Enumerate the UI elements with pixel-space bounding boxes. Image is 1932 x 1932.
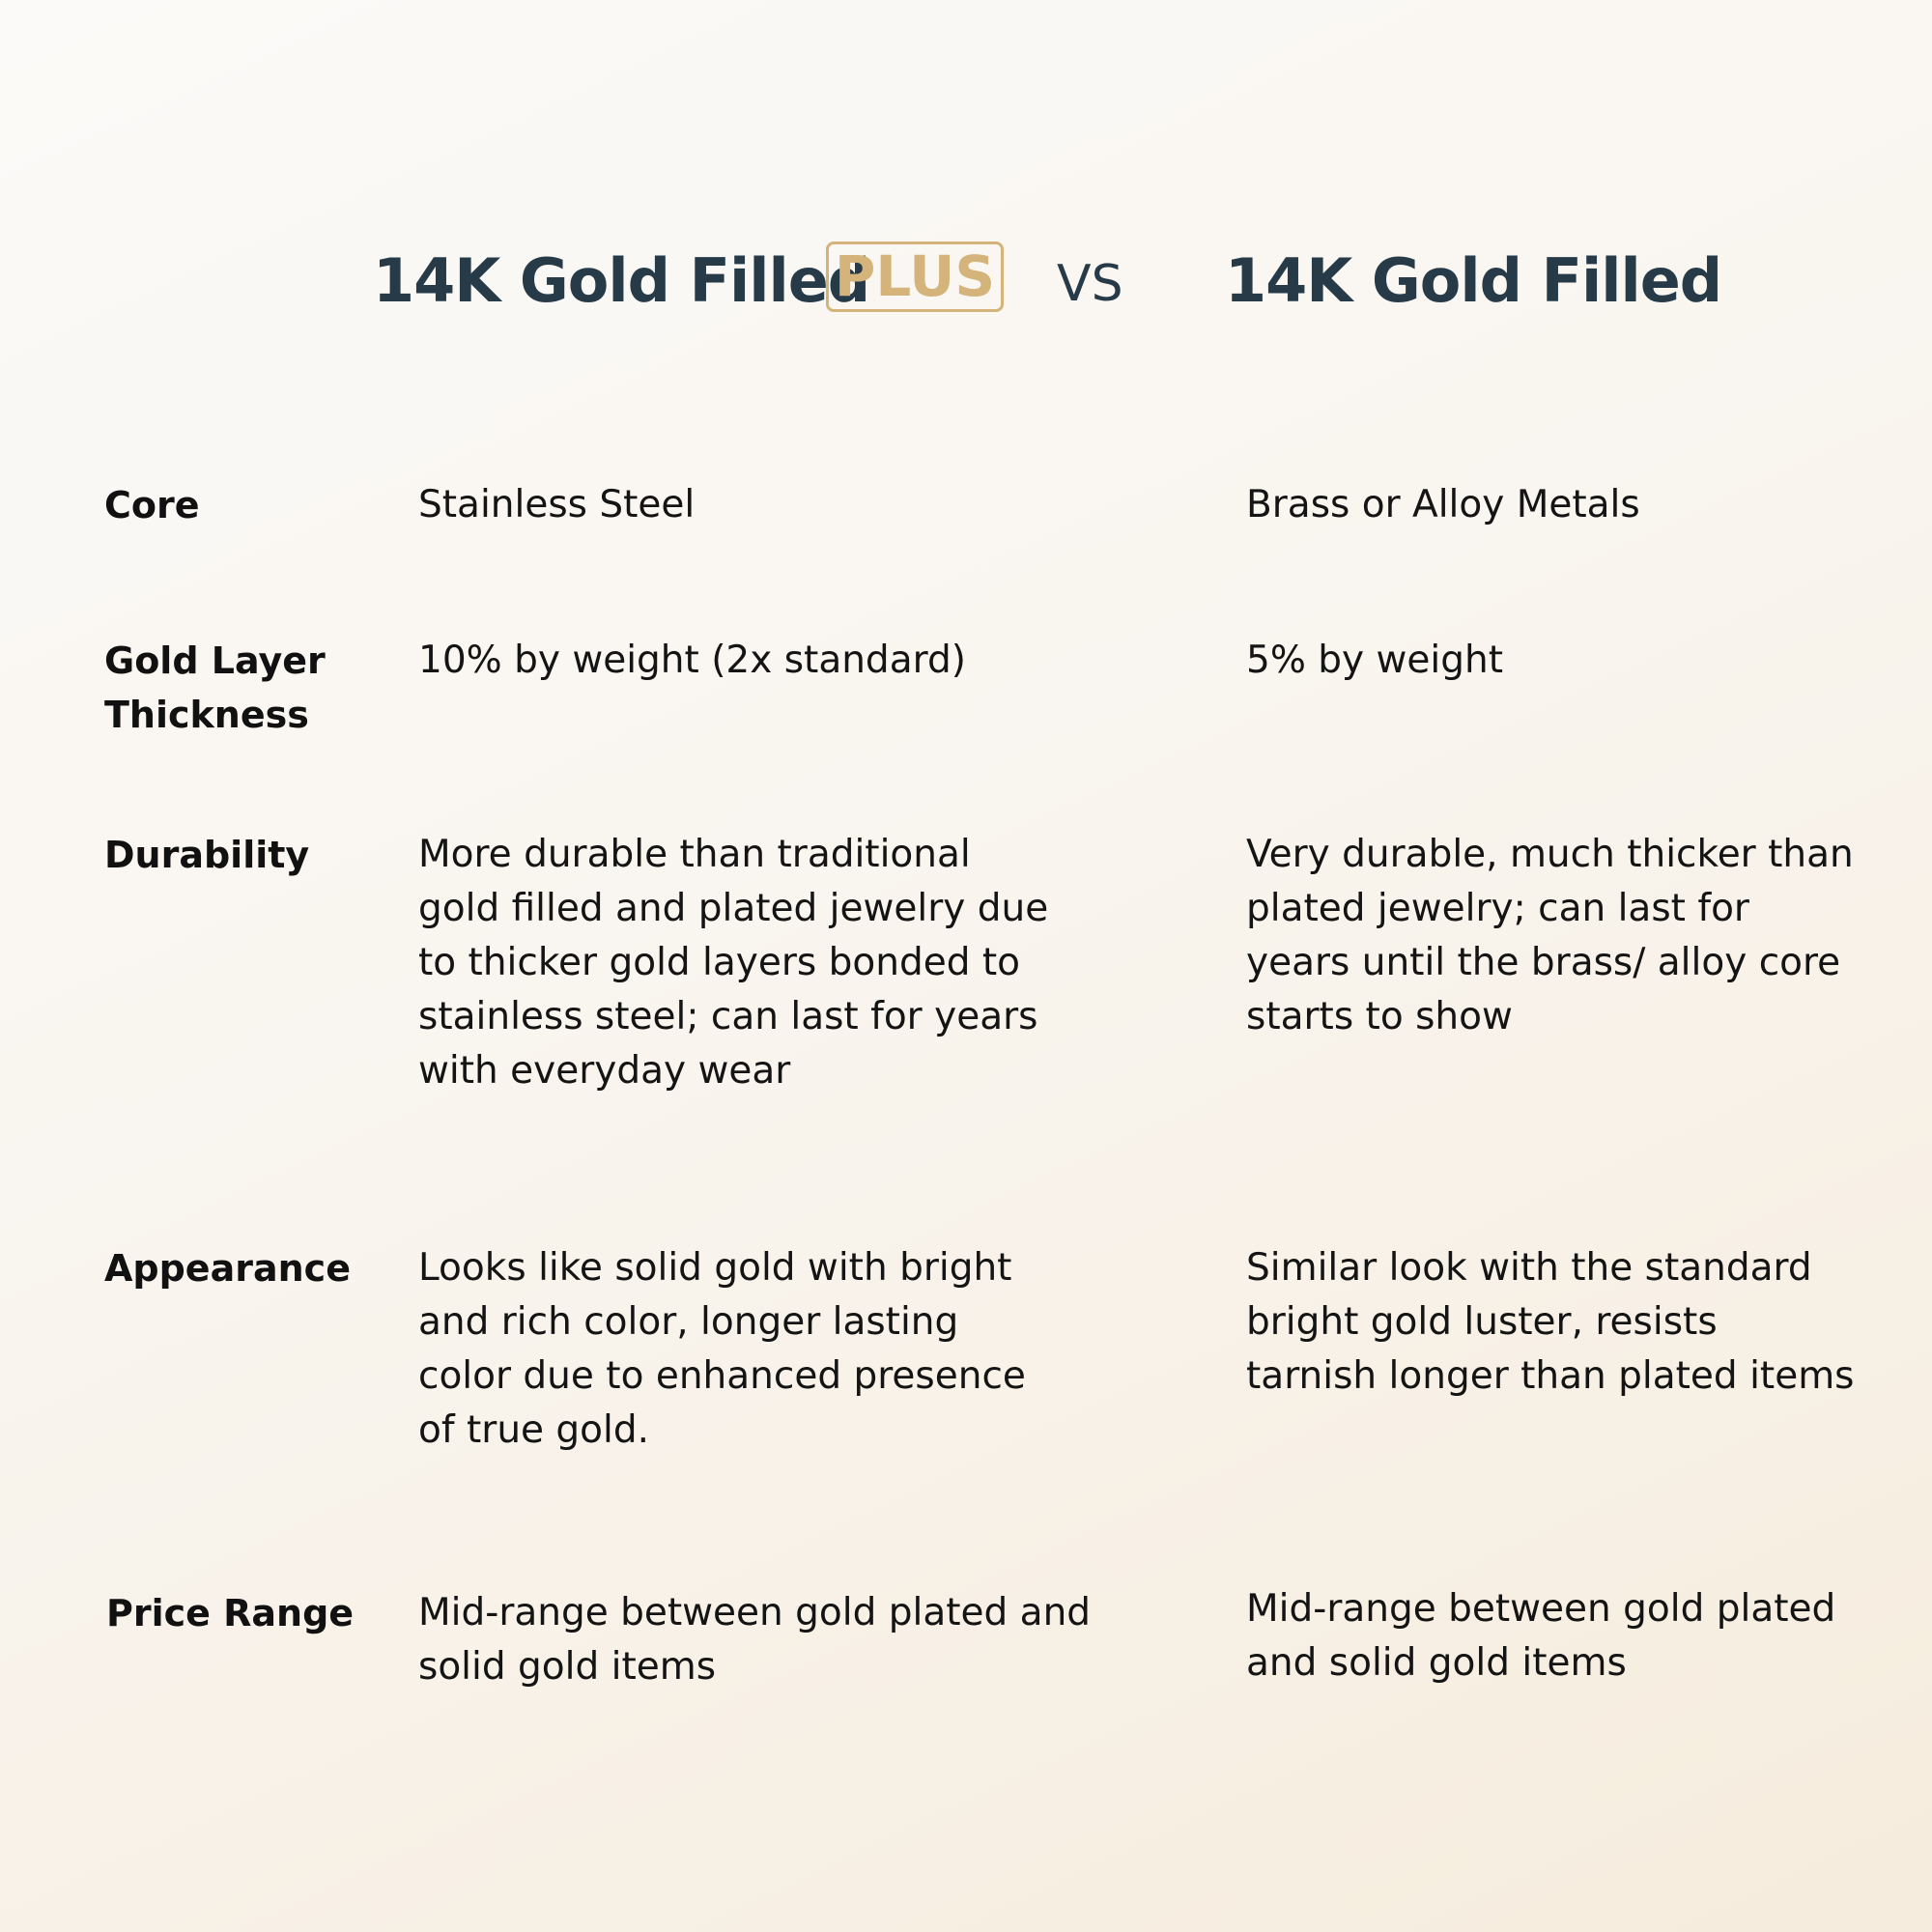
standard-product-title: 14K Gold Filled [1225,245,1722,316]
row-label-durability: Durability [104,834,310,876]
plus-price-range-value: Mid-range between gold plated and solid gold items [418,1591,1092,1689]
comparison-header [0,240,1932,323]
row-label-gold-layer-thickness: Gold Layer Thickness [104,639,326,736]
row-label-price-range: Price Range [106,1592,355,1634]
standard-core-value: Brass or Alloy Metals [1246,483,1640,526]
standard-appearance-value: Similar look with the standard bright gold luster, resists tarnish longer than plated items [1246,1246,1855,1398]
plus-product-title: 14K Gold Filled [373,245,870,316]
standard-durability-value: Very durable, much thicker than plated jewelry; can last for years until the brass/ alloy core starts to show [1246,833,1854,1038]
row-label-core: Core [104,484,200,526]
standard-gold-layer-value: 5% by weight [1246,639,1503,682]
versus-label: VS [1057,255,1123,313]
standard-price-range-value: Mid-range between gold plated and solid gold items [1246,1587,1836,1685]
plus-durability-value: More durable than traditional gold filled and plated jewelry due to thicker gold layers bonded to stainless steel; can last for years with everyday wear [418,833,1049,1093]
plus-core-value: Stainless Steel [418,483,696,526]
plus-badge: PLUS [826,242,1004,312]
plus-gold-layer-value: 10% by weight (2x standard) [418,639,966,682]
row-label-appearance: Appearance [104,1247,351,1290]
plus-appearance-value: Looks like solid gold with bright and rich color, longer lasting color due to enhanced presence of true gold. [418,1246,1026,1452]
